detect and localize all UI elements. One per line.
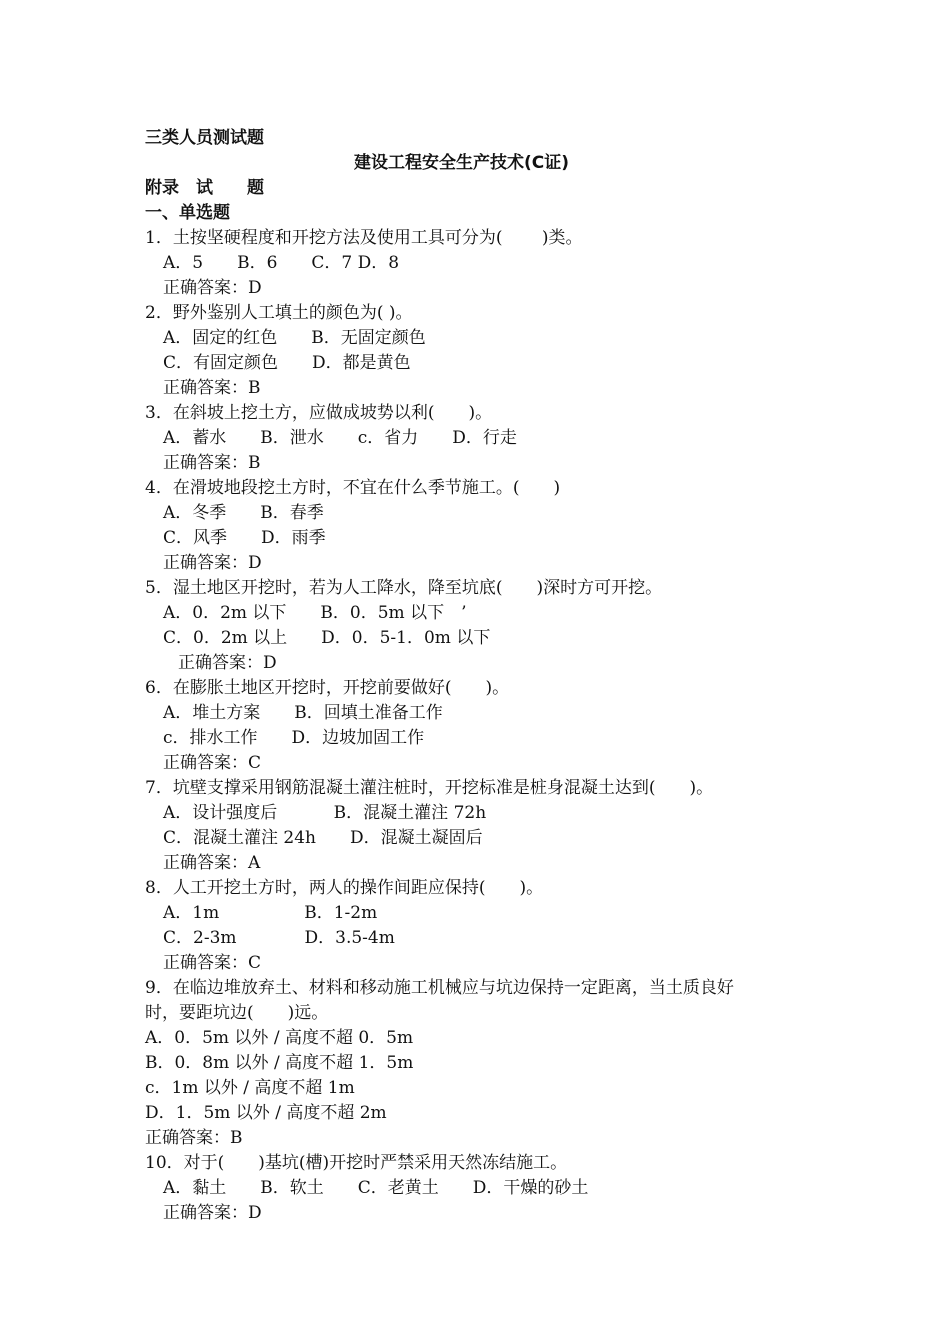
question-9-option-c: c．1m 以外 / 高度不超 1m [145, 1078, 355, 1098]
question-4-options-1: A．冬季 B．春季 [163, 503, 324, 523]
question-10-text: 10．对于( )基坑(槽)开挖时严禁采用天然冻结施工。 [145, 1153, 568, 1173]
question-8-options-1: A．1m B．1-2m [163, 903, 378, 923]
question-2-options-1: A．固定的红色 B．无固定颜色 [163, 328, 426, 348]
question-6-answer: 正确答案：C [163, 753, 262, 773]
question-3-text: 3．在斜坡上挖土方，应做成坡势以利( )。 [145, 403, 493, 423]
appendix-heading: 附录 试 题 [145, 178, 264, 198]
question-4-text: 4．在滑坡地段挖土方时，不宜在什么季节施工。( ) [145, 478, 561, 498]
question-7-options-1: A．设计强度后 B．混凝土灌注 72h [163, 803, 487, 823]
question-6-options-2: c．排水工作 D．边坡加固工作 [163, 728, 425, 748]
doc-header: 三类人员测试题 [145, 128, 264, 148]
question-5-options-2: C．0．2m 以上 D．0．5-1．0m 以下 [163, 628, 491, 648]
question-4-answer: 正确答案：D [163, 553, 262, 573]
section-heading: 一、单选题 [145, 203, 230, 223]
question-5-text: 5．湿土地区开挖时，若为人工降水，降至坑底( )深时方可开挖。 [145, 578, 663, 598]
question-10-options: A．黏土 B．软土 C．老黄土 D．干燥的砂土 [163, 1178, 589, 1198]
question-8-options-2: C．2-3m D．3.5-4m [163, 928, 395, 948]
question-1-text: 1．土按坚硬程度和开挖方法及使用工具可分为( )类。 [145, 228, 583, 248]
question-8-text: 8．人工开挖土方时，两人的操作间距应保持( )。 [145, 878, 544, 898]
question-9-option-b: B．0．8m 以外 / 高度不超 1．5m [145, 1053, 414, 1073]
question-9-option-a: A．0．5m 以外 / 高度不超 0．5m [145, 1028, 414, 1048]
question-9-answer: 正确答案：B [145, 1128, 243, 1148]
question-7-text: 7．坑壁支撑采用钢筋混凝土灌注桩时，开挖标准是桩身混凝土达到( )。 [145, 778, 714, 798]
question-5-options-1: A．0．2m 以下 B．0．5m 以下 ’ [163, 603, 467, 623]
page-title: 建设工程安全生产技术(C证) [354, 153, 570, 173]
question-5-answer: 正确答案：D [178, 653, 277, 673]
question-6-options-1: A．堆土方案 B．回填土准备工作 [163, 703, 443, 723]
question-9-option-d: D．1．5m 以外 / 高度不超 2m [145, 1103, 387, 1123]
question-7-answer: 正确答案：A [163, 853, 261, 873]
question-1-answer: 正确答案：D [163, 278, 262, 298]
question-2-text: 2．野外鉴别人工填土的颜色为( )。 [145, 303, 413, 323]
question-6-text: 6．在膨胀土地区开挖时，开挖前要做好( )。 [145, 678, 510, 698]
question-3-answer: 正确答案：B [163, 453, 261, 473]
question-8-answer: 正确答案：C [163, 953, 262, 973]
question-2-options-2: C．有固定颜色 D．都是黄色 [163, 353, 411, 373]
question-2-answer: 正确答案：B [163, 378, 261, 398]
question-4-options-2: C．风季 D．雨季 [163, 528, 326, 548]
question-9-text-1: 9．在临边堆放弃土、材料和移动施工机械应与坑边保持一定距离，当土质良好 [145, 978, 734, 998]
question-1-options: A．5 B．6 C．7 D．8 [163, 253, 400, 273]
question-3-options: A．蓄水 B．泄水 c．省力 D．行走 [163, 428, 517, 448]
question-7-options-2: C．混凝土灌注 24h D．混凝土凝固后 [163, 828, 483, 848]
question-9-text-2: 时，要距坑边( )远。 [145, 1003, 329, 1023]
question-10-answer: 正确答案：D [163, 1203, 262, 1223]
